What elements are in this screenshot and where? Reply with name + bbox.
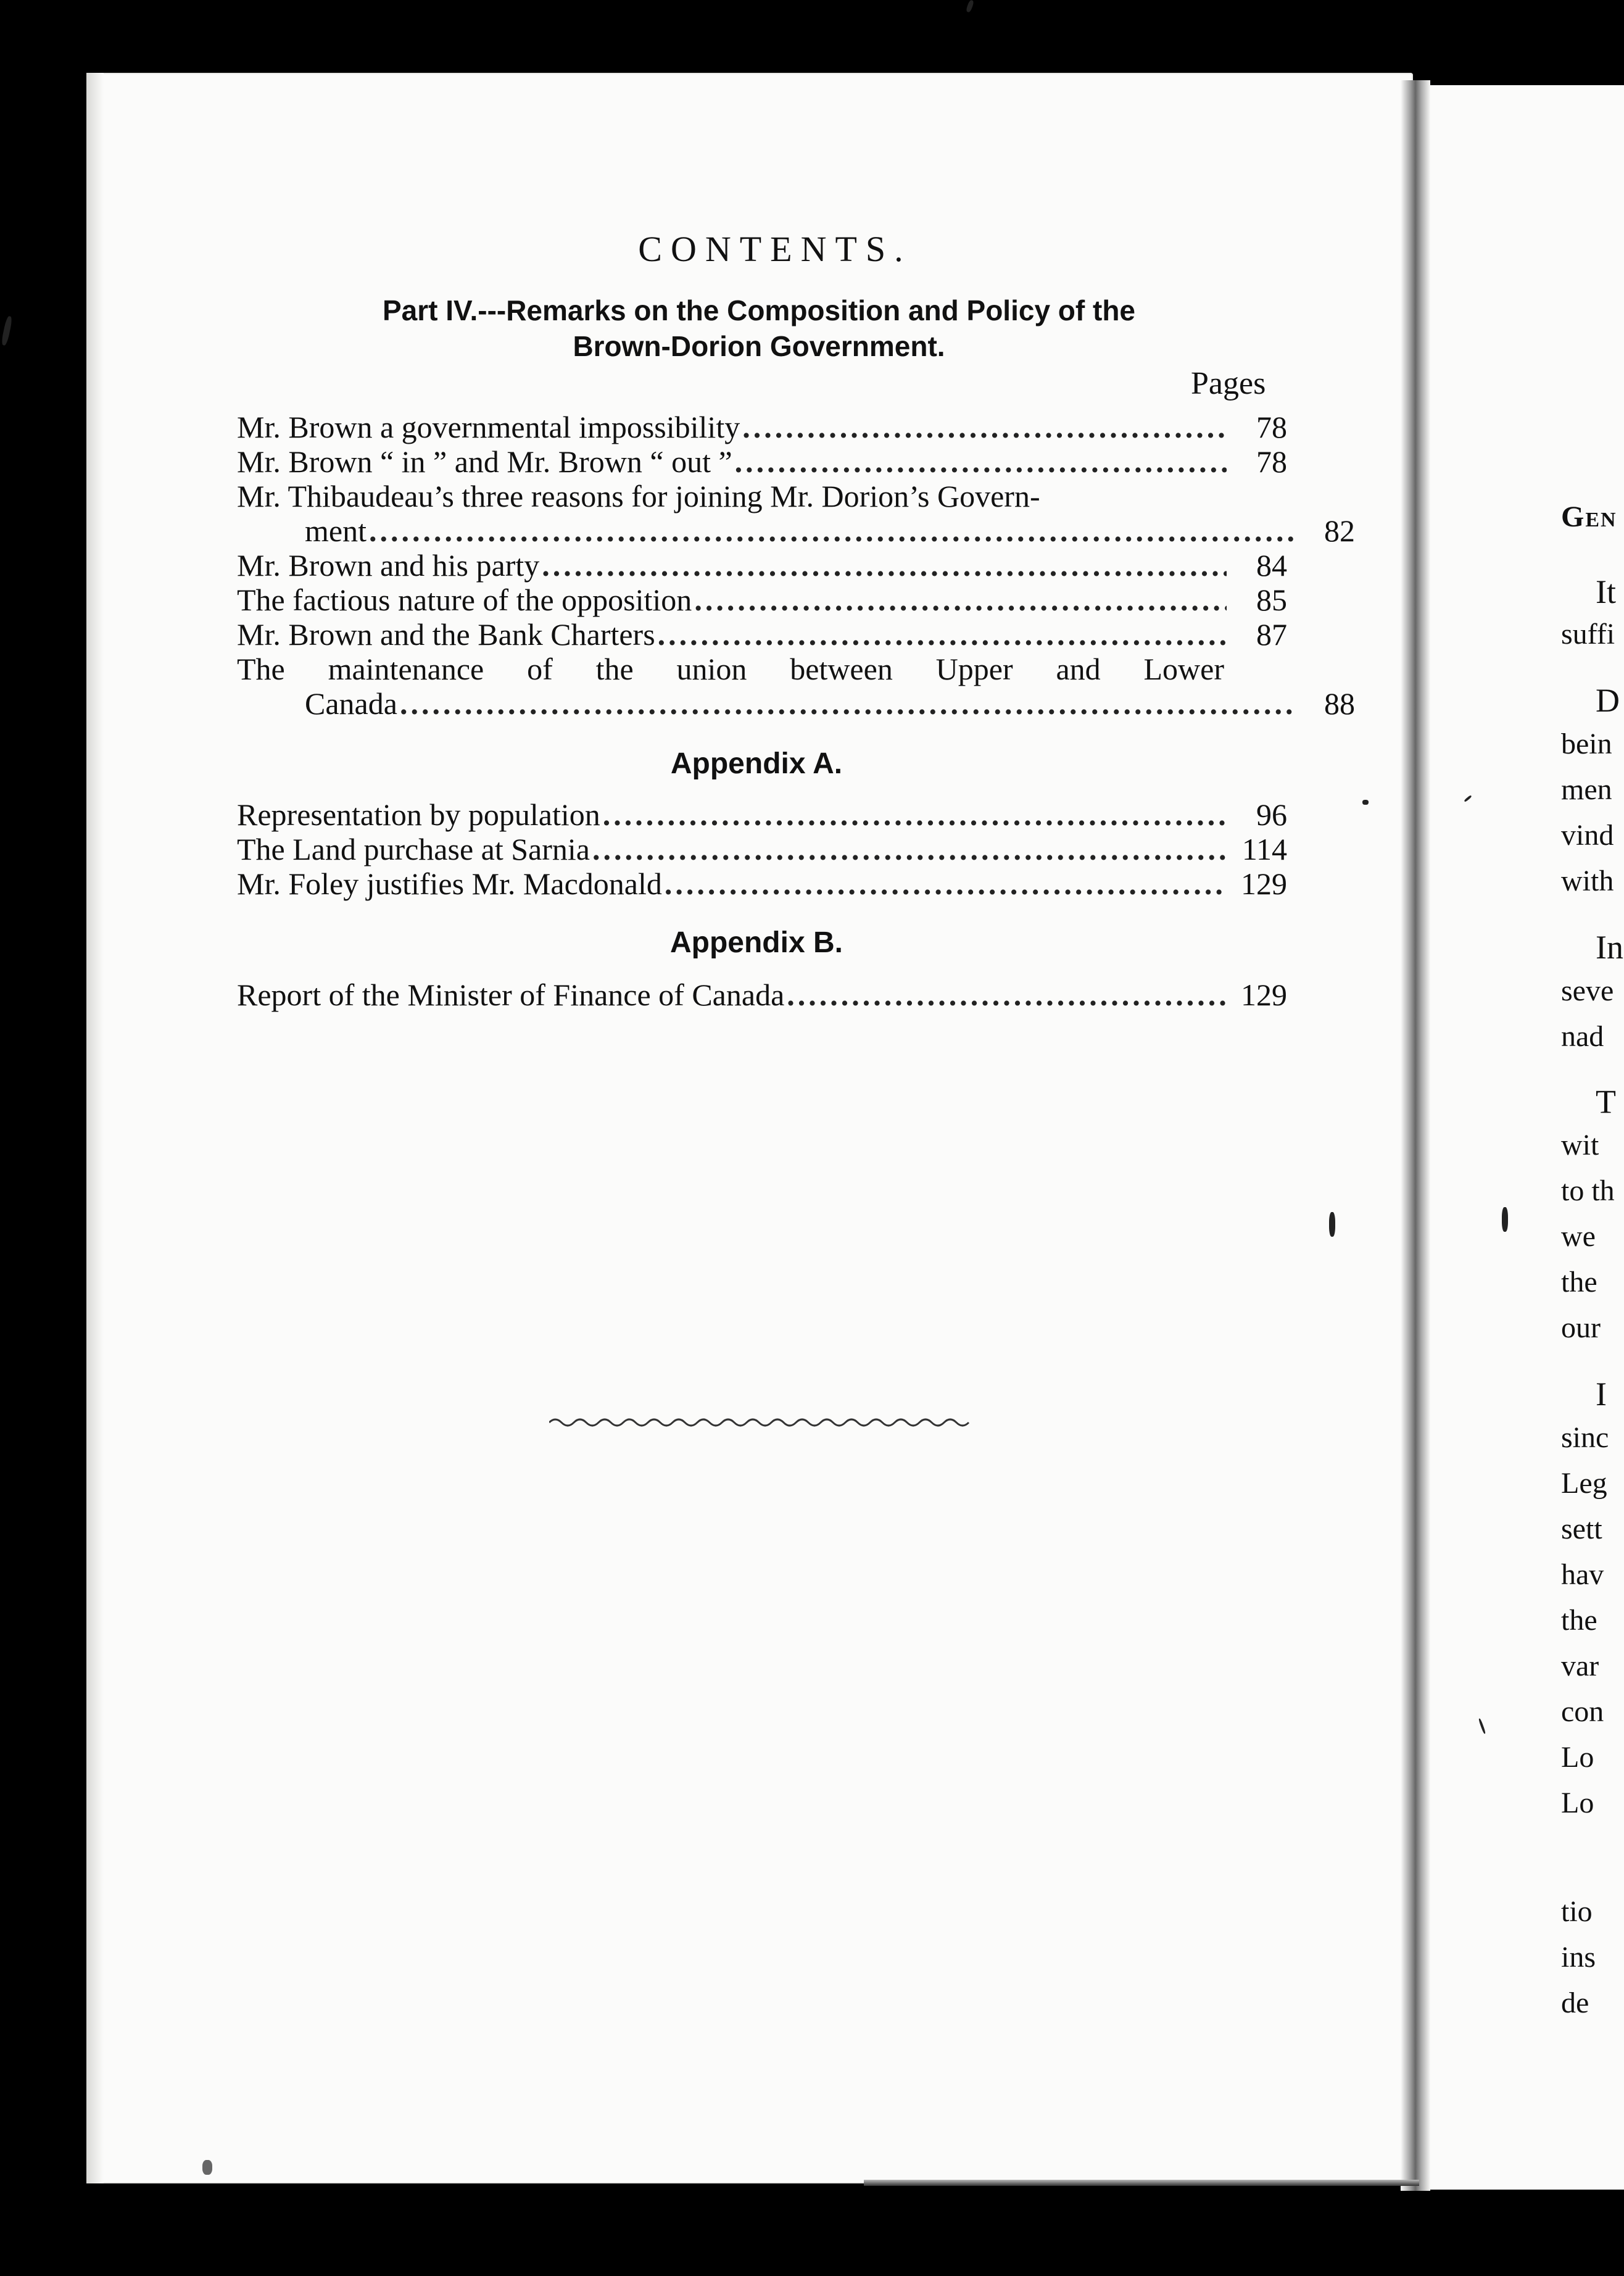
- dot-leader: [658, 617, 1227, 652]
- toc-entry-title: Mr. Brown and the Bank Charters: [237, 617, 655, 652]
- right-page-line: sinc: [1561, 1421, 1609, 1454]
- toc-entry-title: Representation by population: [237, 797, 600, 832]
- right-page-line: ins: [1561, 1941, 1596, 1974]
- toc-entry-title: Report of the Minister of Finance of Canada: [237, 978, 785, 1012]
- toc-entry-page: 114: [1241, 832, 1287, 866]
- right-page-line: vind: [1561, 819, 1614, 852]
- wavy-rule-ornament: [549, 1413, 975, 1432]
- right-page-line: we: [1561, 1220, 1596, 1253]
- right-page-line: suffi: [1561, 618, 1615, 650]
- toc-entry-title-line1: The maintenance of the union between Upper and Lower: [237, 652, 1224, 686]
- toc-entry-title: The factious nature of the opposition: [237, 583, 692, 617]
- right-page-line: con: [1561, 1695, 1604, 1728]
- toc-entry-line: [237, 479, 1287, 513]
- toc-entry-page: 78: [1256, 410, 1287, 444]
- toc-entry-page: 129: [1241, 978, 1287, 1012]
- dot-leader: [542, 548, 1227, 583]
- toc-entry-title: Mr. Brown and his party: [237, 548, 540, 583]
- dot-leader: [694, 583, 1227, 617]
- right-page-line: T: [1596, 1083, 1616, 1120]
- scan-speck: [1329, 1212, 1335, 1237]
- right-page-line: our: [1561, 1311, 1601, 1344]
- right-page-line: with: [1561, 865, 1614, 897]
- toc-entry-page: 78: [1256, 444, 1287, 479]
- toc-entry-title-line2: ment: [305, 513, 367, 548]
- toc-entry-line: [237, 652, 1287, 686]
- right-page-line: Lo: [1561, 1741, 1594, 1774]
- right-page-line: the: [1561, 1266, 1597, 1298]
- toc-entry[interactable]: [237, 548, 1287, 583]
- toc-entry[interactable]: [237, 866, 1287, 901]
- toc-entry[interactable]: [237, 797, 1287, 832]
- right-page-line: hav: [1561, 1558, 1604, 1591]
- toc-part-iv: [237, 410, 1355, 721]
- toc-entry-title: Mr. Brown a governmental impossibility: [237, 410, 740, 444]
- scan-speck: [202, 2160, 212, 2175]
- dot-leader: [369, 513, 1295, 548]
- dot-leader: [787, 978, 1227, 1012]
- part-heading: [234, 293, 1283, 364]
- right-page-heading-fragment: Gen: [1561, 500, 1617, 533]
- toc-entry-title: Mr. Brown “ in ” and Mr. Brown “ out ”: [237, 444, 732, 479]
- dot-leader: [665, 866, 1227, 901]
- appendix-a-heading: Appendix A.: [670, 747, 843, 780]
- toc-entry-page: 84: [1256, 548, 1287, 583]
- toc-entry[interactable]: [237, 617, 1287, 652]
- toc-entry[interactable]: [237, 410, 1287, 444]
- right-page-line: D: [1596, 682, 1620, 719]
- toc-appendix-b: [237, 978, 1287, 1012]
- right-page-line: nad: [1561, 1020, 1604, 1053]
- toc-entry[interactable]: [237, 444, 1287, 479]
- right-page-line: bein: [1561, 728, 1612, 760]
- scan-speck: [1362, 800, 1369, 805]
- dot-leader: [603, 797, 1227, 832]
- right-page-line: var: [1561, 1650, 1599, 1682]
- toc-entry[interactable]: [237, 978, 1287, 1012]
- dot-leader: [592, 832, 1227, 866]
- toc-entry-page: 82: [1324, 513, 1355, 548]
- right-page-line: to th: [1561, 1174, 1615, 1207]
- toc-entry-page: 85: [1256, 583, 1287, 617]
- toc-entry-title-line2: Canada: [305, 686, 397, 721]
- right-page-text-fragments: [1561, 0, 1624, 2276]
- right-page-line: the: [1561, 1604, 1597, 1637]
- toc-entry-line: [237, 686, 1355, 721]
- dot-leader: [742, 410, 1227, 444]
- pages-column-header: Pages: [1191, 366, 1266, 401]
- toc-entry-wrapped[interactable]: [237, 652, 1355, 721]
- part-heading-line1: Part IV.---Remarks on the Composition and Policy of the: [382, 294, 1136, 326]
- toc-entry-page: 88: [1324, 686, 1355, 721]
- right-page-line: de: [1561, 1987, 1589, 2019]
- contents-title: CONTENTS.: [638, 229, 912, 269]
- toc-entry-wrapped[interactable]: [237, 479, 1355, 548]
- right-page-line: men: [1561, 773, 1612, 806]
- toc-entry-page: 87: [1256, 617, 1287, 652]
- right-page-line: I: [1596, 1376, 1607, 1413]
- right-page-line: In: [1596, 929, 1623, 966]
- part-heading-line2: Brown-Dorion Government.: [573, 330, 945, 362]
- right-page-line: wit: [1561, 1129, 1599, 1161]
- right-page-line: seve: [1561, 974, 1614, 1007]
- book-spine-gutter: [1401, 80, 1430, 2191]
- toc-entry-title: Mr. Foley justifies Mr. Macdonald: [237, 866, 662, 901]
- toc-entry[interactable]: [237, 832, 1287, 866]
- toc-entry-title-line1: Mr. Thibaudeau’s three reasons for joining Mr. Dorion’s Govern-: [237, 479, 1040, 513]
- toc-entry-page: 129: [1241, 866, 1287, 901]
- right-page-line: Lo: [1561, 1787, 1594, 1819]
- toc-appendix-a: [237, 797, 1287, 901]
- right-page-line: It: [1596, 573, 1616, 610]
- scan-speck: [1502, 1207, 1508, 1232]
- appendix-b-heading: Appendix B.: [669, 926, 843, 959]
- dot-leader: [735, 444, 1227, 479]
- right-page-line: tio: [1561, 1895, 1593, 1928]
- toc-entry[interactable]: [237, 583, 1287, 617]
- right-page-line: Leg: [1561, 1467, 1607, 1500]
- page-bottom-edge: [864, 2180, 1419, 2186]
- toc-entry-line: [237, 513, 1355, 548]
- toc-entry-title: The Land purchase at Sarnia: [237, 832, 590, 866]
- dot-leader: [400, 686, 1295, 721]
- toc-entry-page: 96: [1256, 797, 1287, 832]
- right-page-line: sett: [1561, 1513, 1602, 1545]
